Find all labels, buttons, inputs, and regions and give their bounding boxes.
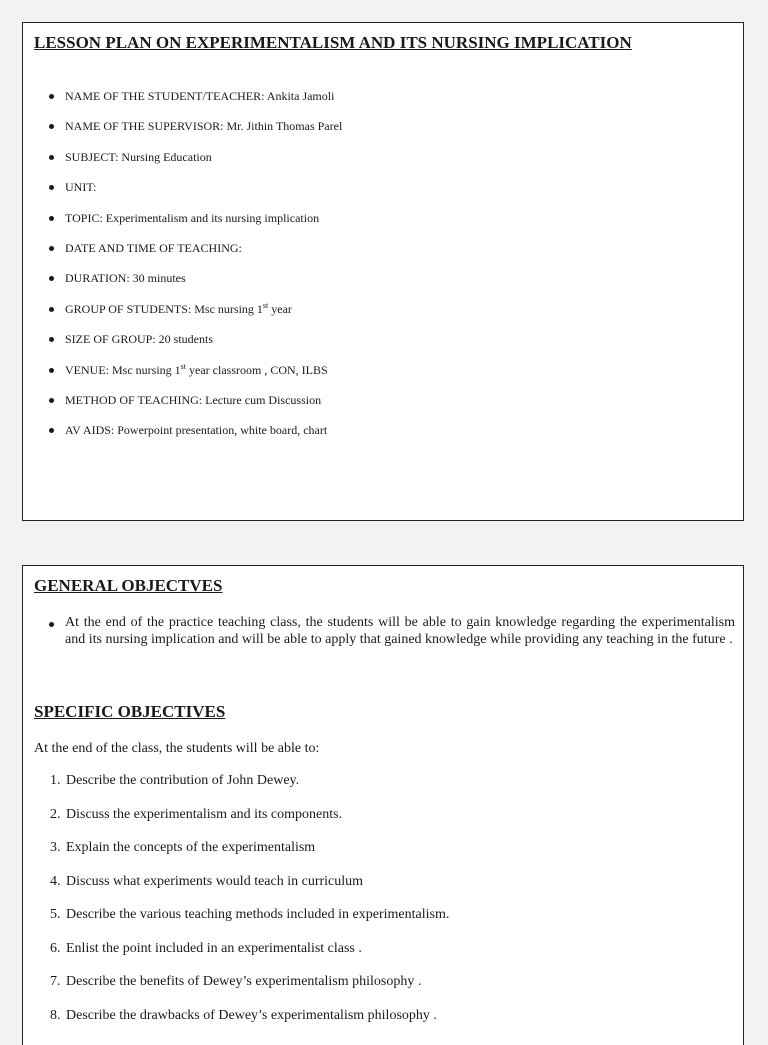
document-page-2 bbox=[22, 565, 744, 1045]
objective-item bbox=[23, 1007, 449, 1041]
bullet-icon bbox=[49, 337, 54, 342]
objective-number: 6. bbox=[50, 940, 61, 956]
document-page-1 bbox=[22, 22, 744, 521]
bullet-icon bbox=[49, 185, 54, 190]
objective-text: Enlist the point included in an experimentalist class . bbox=[66, 940, 362, 956]
objective-item bbox=[23, 873, 449, 907]
bullet-icon bbox=[49, 428, 54, 433]
bullet-icon bbox=[49, 246, 54, 251]
detail-size-of-group: SIZE OF GROUP: 20 students bbox=[23, 332, 342, 362]
objective-text: Describe the drawbacks of Dewey’s experimentalism philosophy . bbox=[66, 1007, 437, 1023]
objective-number: 5. bbox=[50, 907, 61, 922]
specific-objectives-list bbox=[23, 772, 449, 1040]
general-objective-text: At the end of the practice teaching class, the students will be able to gain knowledge regarding the experimentalism and its nursing implication and will be able to apply that gained knowledge while providing any teaching in the future . bbox=[65, 615, 735, 647]
lesson-plan-title: LESSON PLAN ON EXPERIMENTALISM AND ITS NURSING IMPLICATION bbox=[34, 33, 632, 52]
bullet-icon bbox=[49, 155, 54, 160]
objective-item bbox=[23, 973, 449, 1007]
objective-number: 4. bbox=[50, 873, 61, 889]
detail-method-of-teaching: METHOD OF TEACHING: Lecture cum Discussion bbox=[23, 393, 342, 423]
bullet-icon bbox=[49, 398, 54, 403]
objective-text: Describe the contribution of John Dewey. bbox=[66, 773, 300, 788]
objective-item bbox=[23, 772, 449, 806]
objective-text: Discuss what experiments would teach in curriculum bbox=[66, 873, 364, 889]
detail-duration: DURATION: 30 minutes bbox=[23, 271, 342, 301]
objective-number: 7. bbox=[50, 974, 61, 989]
bullet-icon bbox=[49, 124, 54, 129]
bullet-icon bbox=[49, 276, 54, 281]
objective-item bbox=[23, 839, 449, 873]
objective-number: 2. bbox=[50, 806, 61, 822]
detail-group-text: GROUP OF STUDENTS: Msc nursing 1st year bbox=[65, 300, 292, 316]
objective-number: 3. bbox=[50, 840, 61, 855]
detail-supervisor: NAME OF THE SUPERVISOR: Mr. Jithin Thomas Parel bbox=[23, 119, 342, 149]
detail-av-aids: AV AIDS: Powerpoint presentation, white board, chart bbox=[23, 423, 342, 453]
detail-venue-text: VENUE: Msc nursing 1st year classroom , CON, ILBS bbox=[65, 361, 328, 377]
objective-item bbox=[23, 906, 449, 940]
objective-text: Explain the concepts of the experimentalism bbox=[66, 840, 316, 855]
bullet-icon bbox=[49, 216, 54, 221]
detail-venue bbox=[23, 363, 342, 393]
bullet-icon bbox=[49, 94, 54, 99]
general-objectives-heading: GENERAL OBJECTVES bbox=[34, 576, 223, 595]
detail-subject: SUBJECT: Nursing Education bbox=[23, 150, 342, 180]
detail-topic: TOPIC: Experimentalism and its nursing implication bbox=[23, 211, 342, 241]
objectives-intro: At the end of the class, the students will be able to: bbox=[34, 741, 320, 756]
objective-number: 1. bbox=[50, 773, 61, 788]
specific-objectives-heading: SPECIFIC OBJECTIVES bbox=[34, 702, 226, 721]
objective-text: Describe the various teaching methods included in experimentalism. bbox=[66, 907, 450, 922]
bullet-icon bbox=[49, 368, 54, 373]
objective-text: Discuss the experimentalism and its components. bbox=[66, 806, 343, 822]
lesson-details-list bbox=[23, 89, 342, 454]
detail-unit: UNIT: bbox=[23, 180, 342, 210]
objective-text: Describe the benefits of Dewey’s experimentalism philosophy . bbox=[66, 974, 422, 989]
detail-group-of-students bbox=[23, 302, 342, 332]
detail-student-teacher: NAME OF THE STUDENT/TEACHER: Ankita Jamoli bbox=[23, 89, 342, 119]
objective-number: 8. bbox=[50, 1007, 61, 1023]
bullet-icon bbox=[49, 622, 54, 627]
detail-date-time: DATE AND TIME OF TEACHING: bbox=[23, 241, 342, 271]
bullet-icon bbox=[49, 307, 54, 312]
objective-item bbox=[23, 806, 449, 840]
objective-item bbox=[23, 940, 449, 974]
